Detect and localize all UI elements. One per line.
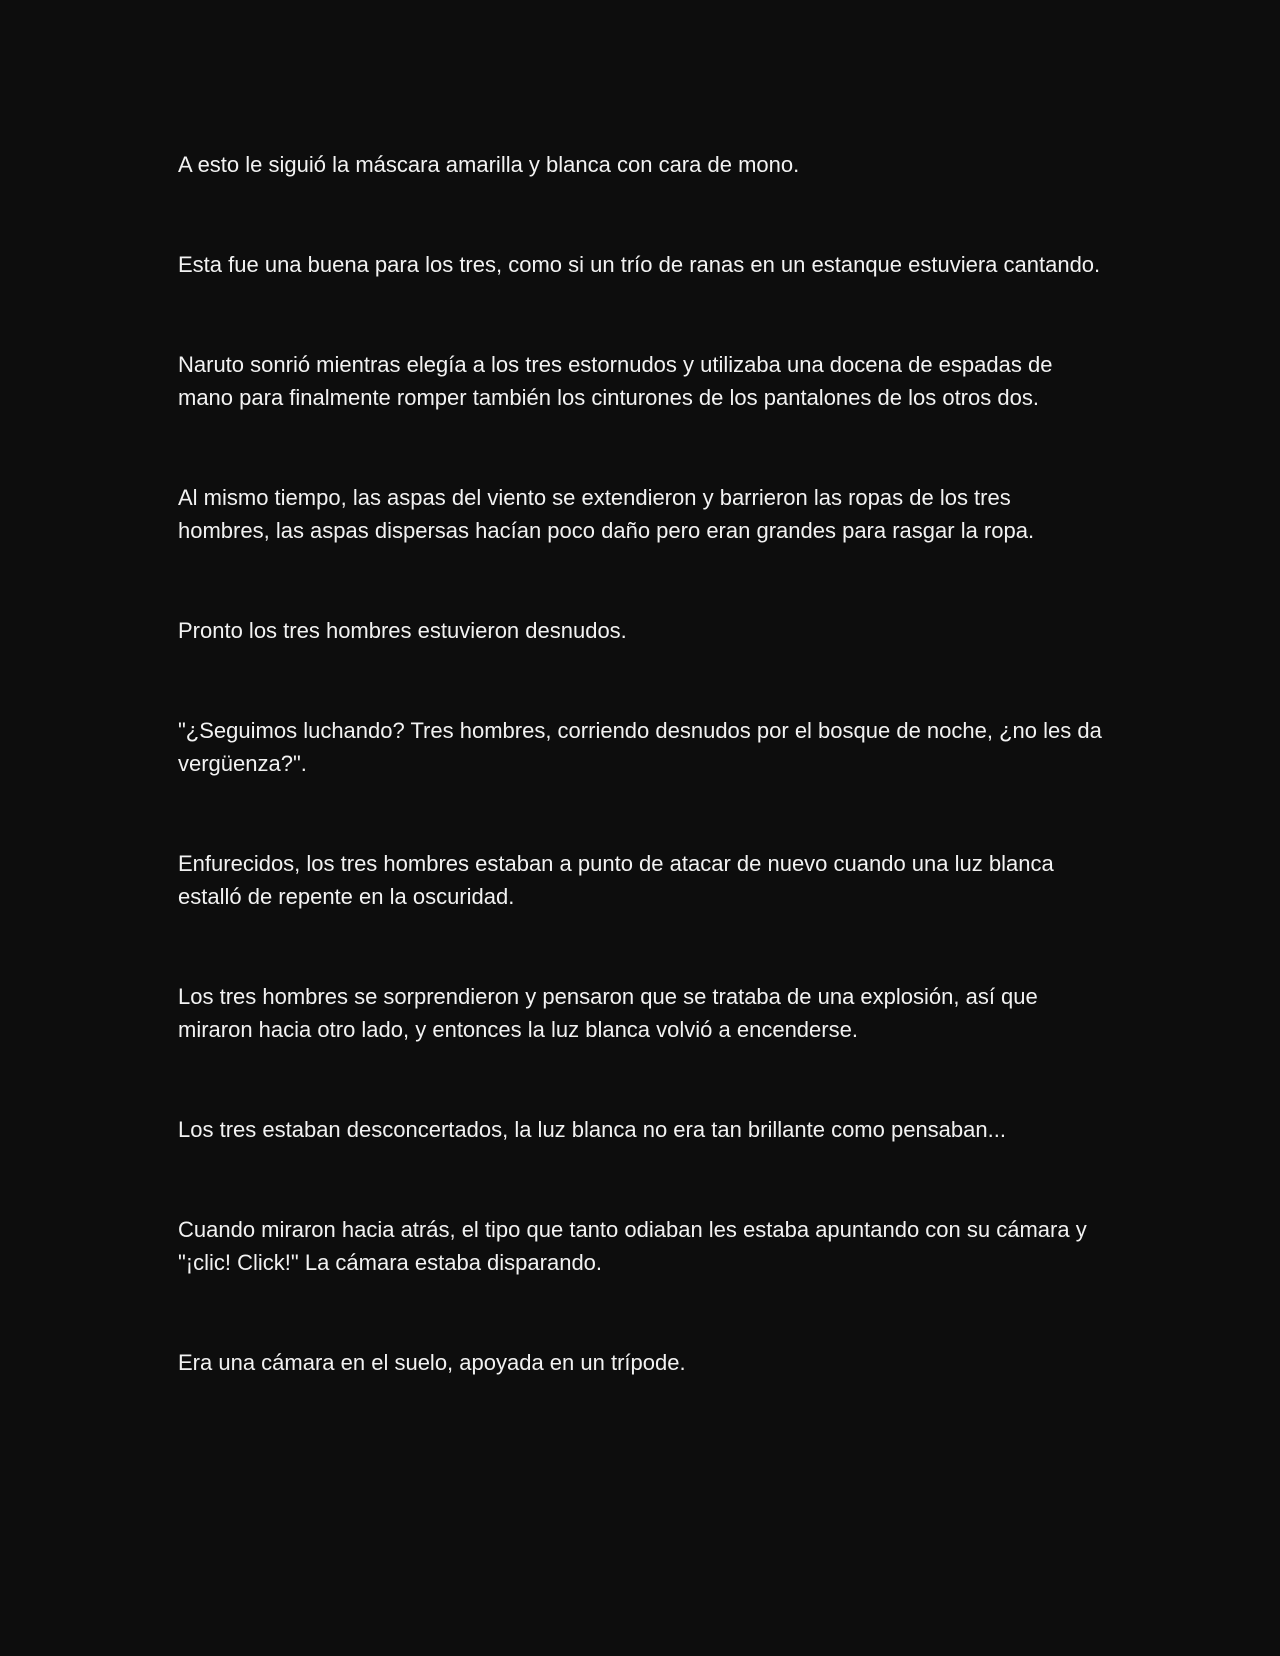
paragraph: Cuando miraron hacia atrás, el tipo que tanto odiaban les estaba apuntando con su cámara y "¡clic! Click!" La cámara estaba disparando. xyxy=(178,1217,1087,1275)
paragraph: Pronto los tres hombres estuvieron desnudos. xyxy=(178,618,627,643)
document-page xyxy=(178,148,1108,1446)
paragraph: A esto le siguió la máscara amarilla y blanca con cara de mono. xyxy=(178,152,800,177)
paragraph: Los tres hombres se sorprendieron y pensaron que se trataba de una explosión, así que miraron hacia otro lado, y entonces la luz blanca volvió a encenderse. xyxy=(178,984,1038,1042)
paragraph: Esta fue una buena para los tres, como si un trío de ranas en un estanque estuviera cantando. xyxy=(178,252,1101,277)
paragraph: "¿Seguimos luchando? Tres hombres, corriendo desnudos por el bosque de noche, ¿no les da vergüenza?". xyxy=(178,718,1102,776)
paragraph: Naruto sonrió mientras elegía a los tres estornudos y utilizaba una docena de espadas de mano para finalmente romper también los cinturones de los pantalones de los otros dos. xyxy=(178,352,1053,410)
paragraph: Al mismo tiempo, las aspas del viento se extendieron y barrieron las ropas de los tres hombres, las aspas dispersas hacían poco daño pero eran grandes para rasgar la ropa. xyxy=(178,485,1035,543)
paragraph: Los tres estaban desconcertados, la luz blanca no era tan brillante como pensaban... xyxy=(178,1117,1006,1142)
paragraph: Era una cámara en el suelo, apoyada en un trípode. xyxy=(178,1350,686,1375)
paragraph: Enfurecidos, los tres hombres estaban a punto de atacar de nuevo cuando una luz blanca estalló de repente en la oscuridad. xyxy=(178,851,1054,909)
